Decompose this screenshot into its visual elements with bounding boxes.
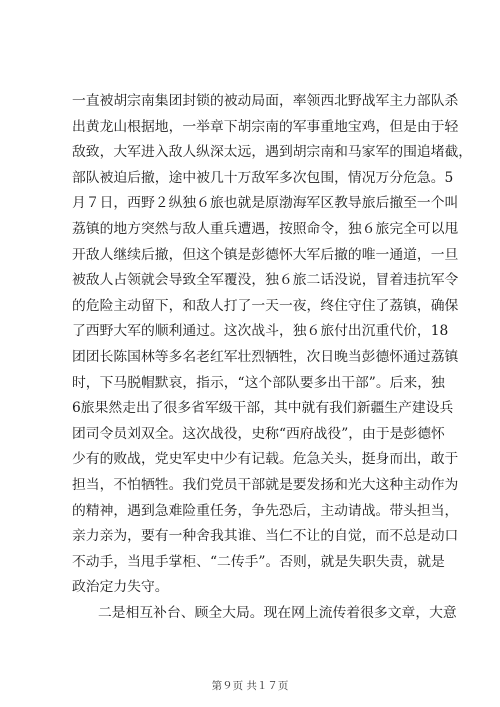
page-footer: 第９页 共１７页	[211, 680, 289, 692]
text-line: 出黄龙山根据地，一举章下胡宗南的军事重地宝鸡，但是由于轻	[72, 118, 459, 135]
text-line: 一直被胡宗南集团封锁的被动局面，率领西北野战军主力部队杀	[72, 93, 459, 109]
text-line: 部队被迫后撤，途中被几十万敌军多次包围，情况万分危急。5	[72, 169, 454, 186]
text-line: 亲力亲为，要有一种舍我其谁、当仁不让的自觉，而不总是动口	[72, 528, 459, 545]
text-line: 荔镇的地方突然与敌人重兵遭遇，按照命令，独６旅完全可以甩	[72, 220, 459, 237]
text-line: 团团长陈国林等多名老红军壮烈牺牲，次日晚当彭德怀通过荔镇	[72, 348, 459, 365]
text-line: 少有的败战，党史军史中少有记载。危急关头，挺身而出，敢于	[72, 451, 459, 468]
text-line: 担当，不怕牺牲。我们党员干部就是要发扬和光大这种主动作为	[72, 476, 459, 493]
text-line: 被敌人占领就会导致全军覆没，独６旅二话没说，冒着违抗军令	[72, 272, 459, 289]
text-line: 开敌人继续后撤，但这个镇是彭德怀大军后撤的唯一通道，一旦	[72, 246, 459, 263]
paragraph-end-line: 政治定力失守。	[72, 579, 169, 596]
text-line: 时，下马脱帽默哀，指示，“这个部队要多出干部”。后来，独	[72, 374, 445, 391]
text-line: 不动手，当甩手掌柜、“二传手”。否则，就是失职失责，就是	[72, 553, 445, 570]
text-line: 敌致，大军进入敌人纵深太远，遇到胡宗南和马家军的围追堵截，	[72, 144, 473, 161]
text-line: 团司令员刘双全。这次战役，史称“西府战役”，由于是彭德怀	[72, 425, 445, 442]
paragraph-start-line: 二是相互补台、顾全大局。现在网上流传着很多文章，大意	[98, 604, 457, 621]
text-line: 6旅果然走出了很多省军级干部，其中就有我们新疆生产建设兵	[72, 400, 454, 417]
text-line: 月７日，西野２纵独６旅也就是原渤海军区教导旅后撤至一个叫	[72, 195, 459, 212]
text-line: 的危险主动留下，和敌人打了一天一夜，终住守住了荔镇，确保	[72, 297, 459, 314]
text-line: 的精神，遇到急难险重任务，争先恐后，主动请战。带头担当，	[72, 502, 459, 519]
body-text	[72, 89, 473, 626]
text-line: 了西野大军的顺利通过。这次战斗，独６旅付出沉重代价，18	[72, 323, 449, 340]
